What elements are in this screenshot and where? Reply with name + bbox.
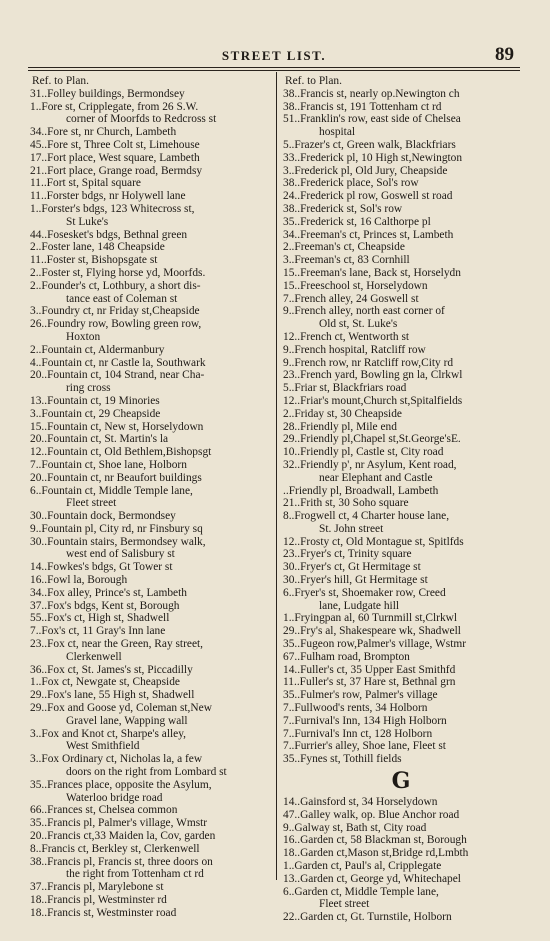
street-entry: St Luke's	[66, 215, 109, 228]
column-heading: Ref. to Plan.	[32, 75, 89, 87]
street-entry: 45..Fore st, Three Colt st, Limehouse	[30, 138, 200, 151]
street-entry: 11..Fort st, Spital square	[30, 177, 141, 190]
street-entry: 5..Frazer's ct, Green walk, Blackfriars	[283, 138, 456, 151]
street-entry: Waterloo bridge road	[66, 791, 163, 804]
street-entry: 32..Friendly p', nr Asylum, Kent road,	[283, 458, 457, 471]
header-rule-secondary	[28, 70, 520, 71]
street-entry: 7..Furrier's alley, Shoe lane, Fleet st	[283, 740, 446, 753]
street-entry: 7..French alley, 24 Goswell st	[283, 292, 419, 305]
street-entry: hospital	[319, 126, 356, 139]
street-entry: 30..Fountain stairs, Bermondsey walk,	[30, 535, 206, 548]
left-column	[30, 75, 270, 920]
street-entry: 15..Freeschool st, Horselydown	[283, 279, 428, 292]
street-entry: West Smithfield	[66, 740, 140, 753]
street-entry: 1..Fore st, Cripplegate, from 26 S.W.	[30, 100, 199, 113]
street-entry: 4..Fountain ct, nr Castle la, Southwark	[30, 356, 206, 369]
street-entry: Gravel lane, Wapping wall	[66, 714, 188, 727]
street-entry: 12..Friar's mount,Church st,Spitalfields	[283, 394, 463, 407]
street-entry: 13..Garden ct, George yd, Whitechapel	[283, 872, 461, 885]
street-entry: 34..Fox alley, Prince's st, Lambeth	[30, 586, 187, 599]
street-entry: 1..Fryingpan al, 60 Turnmill st,Clrkwl	[283, 612, 458, 625]
street-entry: 44..Fosesket's bdgs, Bethnal green	[30, 228, 188, 241]
column-divider	[276, 72, 277, 880]
street-entry: 37..Francis pl, Marylebone st	[30, 881, 164, 894]
street-entry: 35..Francis pl, Palmer's village, Wmstr	[30, 817, 208, 830]
street-entry: corner of Moorfds to Redcross st	[66, 113, 217, 126]
street-entry: 16..Garden ct, 58 Blackman st, Borough	[283, 834, 467, 847]
street-entry: 35..Fugeon row,Palmer's village, Wstmr	[283, 638, 467, 651]
street-entry: 12..Frosty ct, Old Montague st, Spitlfds	[283, 535, 464, 548]
street-entry: 35..Frances place, opposite the Asylum,	[30, 778, 212, 791]
street-entry: 5..Friar st, Blackfriars road	[283, 382, 407, 395]
street-entry: 13..Fountain ct, 19 Minories	[30, 394, 160, 407]
right-column	[283, 75, 519, 924]
street-entry: Hoxton	[66, 330, 101, 343]
street-entry: 8..Frogwell ct, 4 Charter house lane,	[283, 510, 450, 523]
street-entry: tance east of Coleman st	[66, 292, 178, 305]
street-entry: 26..Foundry row, Bowling green row,	[30, 318, 202, 331]
street-entry: 2..Friday st, 30 Cheapside	[283, 407, 402, 420]
street-entry: 18..Francis pl, Westminster rd	[30, 894, 167, 906]
street-entry: 38..Francis st, nearly op.Newington ch	[283, 87, 460, 100]
street-entry: 11..Foster st, Bishopsgate st	[30, 254, 158, 267]
street-entry: 38..Frederick place, Sol's row	[283, 177, 419, 190]
street-entry: St. John street	[319, 522, 384, 535]
street-entry: 47..Galley walk, op. Blue Anchor road	[283, 808, 460, 821]
street-entry: 6..Fryer's st, Shoemaker row, Creed	[283, 586, 446, 599]
street-entry: 24..Frederick pl row, Goswell st road	[283, 190, 453, 203]
street-entry: 20..Fountain ct, 104 Strand, near Cha-	[30, 369, 205, 382]
street-entry: 20..Fountain ct, nr Beaufort buildings	[30, 471, 202, 484]
street-entry: 6..Fountain ct, Middle Temple lane,	[30, 484, 193, 497]
street-entry: 9..French alley, north east corner of	[283, 305, 445, 318]
street-entry: 7..Fullwood's rents, 34 Holborn	[283, 702, 428, 715]
street-entry: 38..Frederick st, Sol's row	[283, 202, 403, 215]
street-entry: 1..Forster's bdgs, 123 Whitecross st,	[30, 202, 195, 215]
street-entry: 2..Foster st, Flying horse yd, Moorfds.	[30, 266, 206, 279]
street-entry: 18..Garden ct,Mason st,Bridge rd,Lmbth	[283, 847, 469, 860]
street-entry: 3..Frederick pl, Old Jury, Cheapside	[283, 164, 448, 177]
street-entry: 15..Fountain ct, New st, Horselydown	[30, 420, 204, 433]
street-entry: 2..Freeman's ct, Cheapside	[283, 241, 405, 254]
street-entry: west end of Salisbury st	[66, 548, 175, 561]
street-entry: 66..Frances st, Chelsea common	[30, 804, 178, 817]
street-entry: 23..Fox ct, near the Green, Ray street,	[30, 638, 204, 651]
street-entry: 7..Furnival's Inn ct, 128 Holborn	[283, 727, 433, 740]
street-entry: 9..Fountain pl, City rd, nr Finsbury sq	[30, 522, 203, 535]
section-letter: G	[391, 768, 411, 795]
page-header	[28, 44, 520, 68]
street-entry: 9..French row, nr Ratcliff row,City rd	[283, 356, 454, 369]
street-entry: 14..Gainsford st, 34 Horselydown	[283, 796, 438, 809]
page-number: 89	[495, 44, 514, 65]
street-entry: 8..Francis ct, Berkley st, Clerkenwell	[30, 842, 200, 855]
street-entry: ..Friendly pl, Broadwall, Lambeth	[283, 484, 439, 497]
street-entry: 30..Fryer's hill, Gt Hermitage st	[283, 574, 428, 587]
street-entry: Clerkenwell	[66, 650, 122, 663]
street-entry: 17..Fort place, West square, Lambeth	[30, 151, 200, 164]
street-entry: 37..Fox's bdgs, Kent st, Borough	[30, 599, 180, 612]
street-entry: 9..French hospital, Ratcliff row	[283, 343, 426, 356]
street-entry: 35..Frederick st, 16 Calthorpe pl	[283, 215, 431, 228]
street-entry: 33..Frederick pl, 10 High st,Newington	[283, 151, 463, 164]
page-title: STREET LIST.	[221, 48, 327, 63]
street-entry: 67..Fulham road, Brompton	[283, 650, 410, 663]
street-entry: 23..French yard, Bowling gn la, Clrkwl	[283, 369, 463, 382]
street-entry: 21..Fort place, Grange road, Bermdsy	[30, 164, 203, 177]
street-entry: 3..Fountain ct, 29 Cheapside	[30, 407, 161, 420]
street-entry: 12..French ct, Wentworth st	[283, 330, 410, 343]
street-entry: 2..Founder's ct, Lothbury, a short dis-	[30, 279, 201, 292]
column-heading: Ref. to Plan.	[285, 75, 342, 87]
street-entry: 31..Folley buildings, Bermondsey	[30, 87, 185, 100]
street-entry: lane, Ludgate hill	[319, 599, 400, 612]
street-entry: 28..Friendly pl, Mile end	[283, 420, 397, 433]
street-entry: 10..Friendly pl, Castle st, City road	[283, 446, 444, 459]
street-entry: 2..Foster lane, 148 Cheapside	[30, 241, 165, 254]
street-entry: Fleet street	[319, 898, 370, 911]
street-entry: 1..Fox ct, Newgate st, Cheapside	[30, 676, 180, 689]
street-entry: 30..Fryer's ct, Gt Hermitage st	[283, 561, 421, 574]
street-entry: doors on the right from Lombard st	[66, 766, 227, 779]
street-entry: the right from Tottenham ct rd	[66, 868, 204, 881]
street-entry: Old st, St. Luke's	[319, 318, 398, 331]
street-entry: 3..Freeman's ct, 83 Cornhill	[283, 254, 410, 267]
street-entry: 15..Freeman's lane, Back st, Horselydn	[283, 266, 461, 279]
street-entry: 9..Galway st, Bath st, City road	[283, 821, 427, 834]
street-entry: 6..Garden ct, Middle Temple lane,	[283, 885, 439, 898]
street-entry: 7..Fox's ct, 11 Gray's Inn lane	[30, 625, 166, 638]
street-entry: 14..Fuller's ct, 35 Upper East Smithfd	[283, 663, 456, 676]
street-entry: 34..Freeman's ct, Princes st, Lambeth	[283, 228, 454, 241]
street-entry: 16..Fowl la, Borough	[30, 574, 128, 587]
street-entry: 22..Garden ct, Gt. Turnstile, Holborn	[283, 911, 452, 924]
street-entry: 34..Fore st, nr Church, Lambeth	[30, 126, 177, 139]
street-entry: 30..Fountain dock, Bermondsey	[30, 510, 176, 523]
street-entry: 3..Fox Ordinary ct, Nicholas la, a few	[30, 753, 203, 766]
street-entry: 14..Fowkes's bdgs, Gt Tower st	[30, 561, 173, 574]
street-entry: 3..Foundry ct, nr Friday st,Cheapside	[30, 305, 200, 318]
street-entry: 29..Fry's al, Shakespeare wk, Shadwell	[283, 625, 461, 638]
street-entry: 35..Fynes st, Tothill fields	[283, 753, 402, 766]
street-entry: 12..Fountain ct, Old Bethlem,Bishopsgt	[30, 446, 212, 459]
street-entry: 29..Fox's lane, 55 High st, Shadwell	[30, 689, 195, 702]
street-entry: 55..Fox's ct, High st, Shadwell	[30, 612, 170, 625]
street-entry: 18..Francis st, Westminster road	[30, 906, 177, 919]
street-entry: 36..Fox ct, St. James's st, Piccadilly	[30, 663, 193, 676]
street-entry: 11..Fuller's st, 37 Hare st, Bethnal grn	[283, 676, 456, 689]
street-entry: 38..Francis pl, Francis st, three doors on	[30, 855, 213, 868]
street-entry: 7..Furnival's Inn, 134 High Holborn	[283, 714, 447, 727]
street-entry: 11..Forster bdgs, nr Holywell lane	[30, 190, 186, 203]
street-entry: 20..Fountain ct, St. Martin's la	[30, 433, 169, 446]
street-entry: 1..Garden ct, Paul's al, Cripplegate	[283, 860, 442, 873]
street-entry: 20..Francis ct,33 Maiden la, Cov, garden	[30, 830, 216, 843]
street-entry: 38..Francis st, 191 Tottenham ct rd	[283, 100, 442, 113]
street-entry: 23..Fryer's ct, Trinity square	[283, 548, 412, 561]
street-entry: ring cross	[66, 382, 111, 395]
street-entry: near Elephant and Castle	[319, 471, 433, 484]
street-entry: Fleet street	[66, 497, 117, 510]
street-entry: 35..Fulmer's row, Palmer's village	[283, 689, 438, 702]
street-entry: 29..Friendly pl,Chapel st,St.George'sE.	[283, 433, 461, 446]
street-entry: 2..Fountain ct, Aldermanbury	[30, 343, 165, 356]
street-entry: 29..Fox and Goose yd, Coleman st,New	[30, 702, 212, 715]
street-entry: 3..Fox and Knot ct, Sharpe's alley,	[30, 727, 187, 740]
header-rule	[28, 67, 520, 68]
street-entry: 21..Frith st, 30 Soho square	[283, 497, 409, 510]
street-entry: 51..Franklin's row, east side of Chelsea	[283, 113, 461, 126]
street-entry: 7..Fountain ct, Shoe lane, Holborn	[30, 458, 187, 471]
